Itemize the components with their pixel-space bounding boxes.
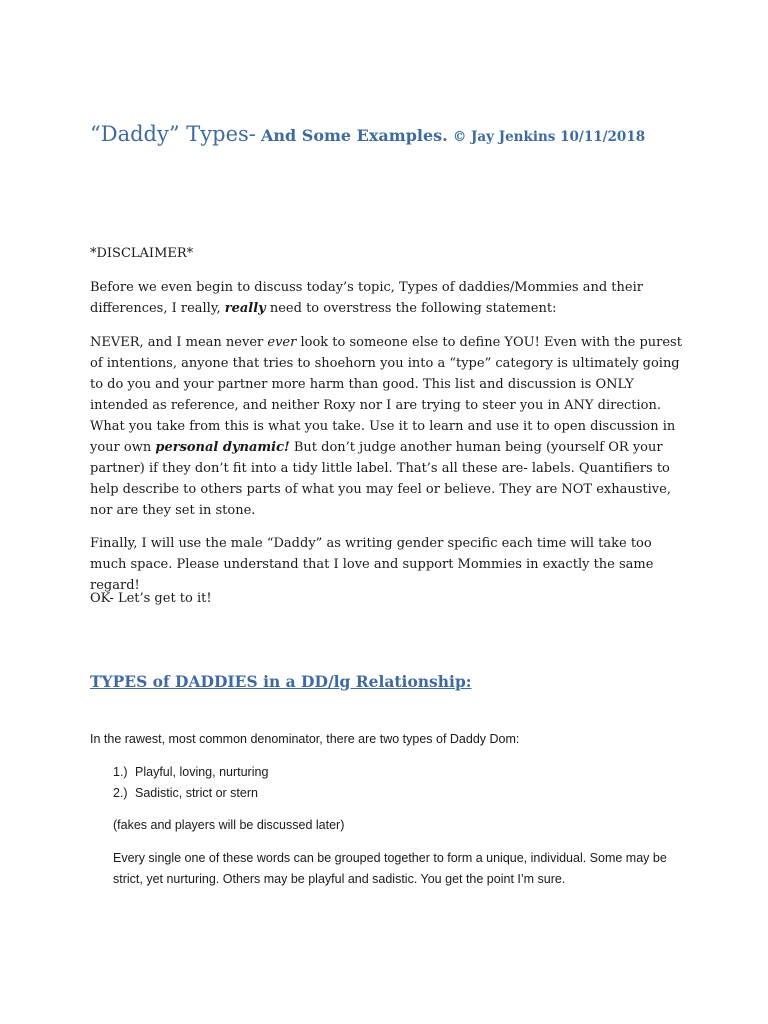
list-item: 1.) Playful, loving, nurturing xyxy=(113,765,269,779)
disclaimer-label: *DISCLAIMER* xyxy=(90,246,194,261)
fakes-note: (fakes and players will be discussed later) xyxy=(113,818,345,832)
title-main: “Daddy” Types- xyxy=(90,122,256,146)
document-title xyxy=(90,122,645,146)
paragraph-intro: Before we even begin to discuss today’s topic, Types of daddies/Mommies and their differences, I really, really need to overstress the following statement: xyxy=(90,280,643,316)
list-item: 2.) Sadistic, strict or stern xyxy=(113,786,258,800)
title-subtitle: And Some Examples. xyxy=(260,126,448,145)
daddy-types-list xyxy=(113,762,268,804)
paragraph-lets-go: OK- Let’s get to it! xyxy=(90,591,212,606)
paragraph-gender-note: Finally, I will use the male “Daddy” as writing gender specific each time will take too much space. Please understand that I love and support Mommies in exactly the same regard! xyxy=(90,536,654,593)
closing-paragraph: Every single one of these words can be grouped together to form a unique, individual. Some may be strict, yet nurturing. Others may be playful and sadistic. You get the point I’m sure. xyxy=(113,851,667,886)
paragraph-disclaimer-body: NEVER, and I mean never ever look to someone else to define YOU! Even with the purest of intentions, anyone that tries to shoehorn you into a “type” category is ultimately going to do you and your partner more harm than good. This list and discussion is ONLY intended as reference, and neither Roxy nor I are trying to steer you in ANY direction. What you take from this is what you take. Use it to learn and use it to open discussion in your own personal dynamic! But don’t judge another human being (yourself OR your partner) if they don’t fit into a tidy little label. That’s all these are- labels. Quantifiers to help describe to others parts of what you may feel or believe. They are NOT exhaustive, nor are they set in stone. xyxy=(90,335,682,518)
section-heading: TYPES of DADDIES in a DD/lg Relationship: xyxy=(90,672,472,691)
title-copyright: © Jay Jenkins 10/11/2018 xyxy=(452,129,646,145)
section-intro: In the rawest, most common denominator, there are two types of Daddy Dom: xyxy=(90,732,520,746)
